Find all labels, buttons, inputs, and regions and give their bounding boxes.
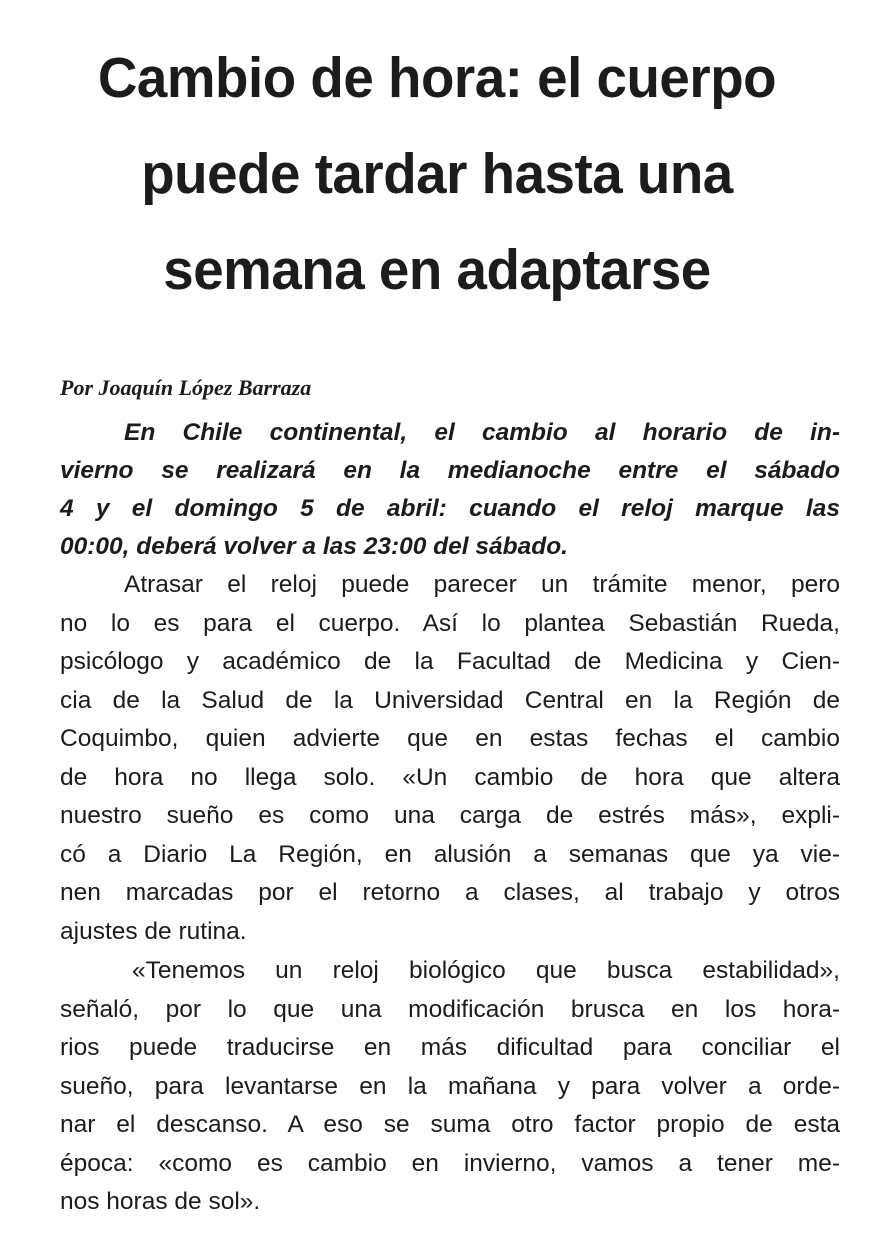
headline-line: puede tardar hasta una	[141, 142, 733, 206]
byline: Por Joaquín López Barraza	[60, 375, 312, 400]
headline	[31, 30, 843, 318]
body-line: nos horas de sol».	[60, 1188, 261, 1215]
lede-paragraph	[60, 414, 840, 566]
body-line: sueño, para levantarse en la mañana y para volver a orde-	[60, 1072, 840, 1100]
body-line: Atrasar el reloj puede parecer un trámite menor, pero	[124, 571, 840, 598]
body-line: psicólogo y académico de la Facultad de Medicina y Cien-	[60, 648, 840, 675]
headline-line: semana en adaptarse	[163, 238, 711, 302]
body-line: Coquimbo, quien advierte que en estas fechas el cambio	[60, 725, 840, 752]
body-paragraph-1	[60, 566, 840, 951]
body-line: no lo es para el cuerpo. Así lo plantea Sebastián Rueda,	[60, 609, 840, 637]
headline-line: Cambio de hora: el cuerpo	[97, 46, 777, 110]
body-line: de hora no llega solo. «Un cambio de hora que altera	[60, 763, 840, 791]
lede-line: vierno se realizará en la medianoche entre el sábado	[60, 457, 840, 484]
body-line: ajustes de rutina.	[60, 917, 247, 945]
body-line: nar el descanso. A eso se suma otro factor propio de esta	[60, 1111, 840, 1138]
body-line: có a Diario La Región, en alusión a semanas que ya vie-	[60, 840, 840, 868]
lede-line: 00:00, deberá volver a las 23:00 del sábado.	[60, 533, 568, 560]
body-line: rios puede traducirse en más dificultad para conciliar el	[60, 1034, 840, 1061]
body-line: señaló, por lo que una modificación brusca en los hora-	[60, 995, 840, 1023]
body-line: época: «como es cambio en invierno, vamos a tener me-	[60, 1149, 840, 1177]
body-line: «Tenemos un reloj biológico que busca estabilidad»,	[132, 957, 840, 984]
body-line: cia de la Salud de la Universidad Central en la Región de	[60, 686, 840, 714]
body-line: nuestro sueño es como una carga de estrés más», expli-	[60, 802, 840, 829]
lede-line: En Chile continental, el cambio al horario de in-	[124, 419, 840, 446]
lede-line: 4 y el domingo 5 de abril: cuando el reloj marque las	[60, 495, 840, 522]
body-line: nen marcadas por el retorno a clases, al trabajo y otros	[60, 879, 840, 906]
body-paragraph-2	[60, 952, 840, 1222]
